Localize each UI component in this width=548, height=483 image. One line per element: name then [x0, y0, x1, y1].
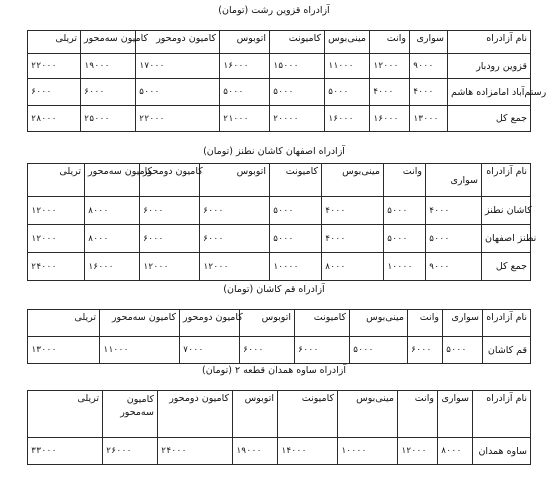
header-cell: اتوبوس	[240, 310, 295, 337]
value-cell: ۲۲۰۰۰	[28, 54, 81, 79]
value-cell: ۶۰۰۰	[295, 337, 350, 364]
value-cell: ۱۲۰۰۰	[370, 54, 410, 79]
value-cell: ۱۲۰۰۰	[200, 253, 270, 281]
header-cell: سواری	[438, 391, 473, 438]
section-title: آزادراه اصفهان کاشان نطنز (تومان)	[203, 146, 345, 157]
value-cell: ۸۰۰۰	[438, 438, 473, 465]
value-cell: ۲۶۰۰۰	[103, 438, 158, 465]
value-cell: ۸۰۰۰	[322, 253, 384, 281]
value-cell: ۱۲۰۰۰	[140, 253, 200, 281]
section-title: آزادراه قم کاشان (تومان)	[223, 284, 325, 295]
value-cell: ۲۴۰۰۰	[158, 438, 233, 465]
header-cell: اتوبوس	[220, 31, 270, 54]
row-name: کاشان نطنز	[482, 197, 531, 225]
value-cell: ۲۲۰۰۰	[136, 106, 220, 132]
value-cell: ۴۰۰۰	[322, 197, 384, 225]
value-cell: ۵۰۰۰	[325, 79, 370, 106]
value-cell: ۵۰۰۰	[270, 197, 322, 225]
value-cell: ۱۶۰۰۰	[370, 106, 410, 132]
header-cell: تریلی	[28, 391, 103, 438]
header-cell: نام آزادراه	[473, 391, 531, 438]
value-cell: ۱۲۰۰۰	[28, 197, 85, 225]
toll-table	[27, 309, 531, 364]
value-cell: ۱۶۰۰۰	[85, 253, 140, 281]
header-cell: نام آزادراه	[483, 310, 531, 337]
header-cell: تریلی	[28, 164, 85, 197]
header-cell: مینی‌بوس	[350, 310, 408, 337]
toll-table	[27, 30, 547, 132]
value-cell: ۱۳۰۰۰	[410, 106, 448, 132]
header-cell: کامیون سه‌محور	[85, 164, 140, 197]
header-cell: اتوبوس	[233, 391, 278, 438]
value-cell: ۲۵۰۰۰	[81, 106, 136, 132]
value-cell: ۵۰۰۰	[136, 79, 220, 106]
header-cell: مینی‌بوس	[322, 164, 384, 197]
value-cell: ۵۰۰۰	[220, 79, 270, 106]
value-cell: ۶۰۰۰	[200, 197, 270, 225]
value-cell: ۵۰۰۰	[270, 225, 322, 253]
value-cell: ۵۰۰۰	[426, 225, 482, 253]
header-cell: مینی‌بوس	[325, 31, 370, 54]
value-cell: ۸۰۰۰	[85, 197, 140, 225]
header-cell: تریلی	[28, 31, 81, 54]
value-cell: ۱۱۰۰۰	[100, 337, 180, 364]
header-cell: کامیون دومحور	[136, 31, 220, 54]
header-cell: کامیون دومحور	[158, 391, 233, 438]
header-cell: سواری	[426, 164, 482, 197]
value-cell: ۱۲۰۰۰	[28, 225, 85, 253]
header-cell: کامیونت	[270, 164, 322, 197]
header-cell: وانت	[398, 391, 438, 438]
value-cell: ۵۰۰۰	[270, 79, 325, 106]
value-cell: ۱۴۰۰۰	[278, 438, 338, 465]
value-cell: ۶۰۰۰	[28, 79, 81, 106]
header-cell: کامیون دومحور	[140, 164, 200, 197]
value-cell: ۱۹۰۰۰	[233, 438, 278, 465]
value-cell: ۸۰۰۰	[85, 225, 140, 253]
value-cell: ۶۰۰۰	[140, 225, 200, 253]
section-title: آزادراه قزوین رشت (تومان)	[218, 5, 330, 16]
row-name: جمع کل	[482, 253, 531, 281]
value-cell: ۱۰۰۰۰	[338, 438, 398, 465]
section-title: آزادراه ساوه همدان قطعه ۲ (تومان)	[202, 365, 346, 376]
value-cell: ۱۶۰۰۰	[220, 54, 270, 79]
header-cell: کامیونت	[295, 310, 350, 337]
row-name: رستم‌آباد امامزاده هاشم	[448, 79, 531, 106]
header-cell: کامیونت	[278, 391, 338, 438]
value-cell: ۶۰۰۰	[408, 337, 443, 364]
header-cell: مینی‌بوس	[338, 391, 398, 438]
toll-table	[27, 390, 531, 465]
value-cell: ۲۴۰۰۰	[28, 253, 85, 281]
value-cell: ۴۰۰۰	[426, 197, 482, 225]
value-cell: ۵۰۰۰	[443, 337, 483, 364]
value-cell: ۲۰۰۰۰	[270, 106, 325, 132]
value-cell: ۱۵۰۰۰	[270, 54, 325, 79]
header-cell: وانت	[370, 31, 410, 54]
header-cell: اتوبوس	[200, 164, 270, 197]
row-name: نطنز اصفهان	[482, 225, 531, 253]
value-cell: ۱۳۰۰۰	[28, 337, 100, 364]
value-cell: ۵۰۰۰	[384, 225, 426, 253]
row-name: ساوه همدان	[473, 438, 531, 465]
header-cell: تریلی	[28, 310, 100, 337]
header-cell: وانت	[408, 310, 443, 337]
value-cell: ۲۱۰۰۰	[220, 106, 270, 132]
header-cell: سواری	[410, 31, 448, 54]
header-cell: سواری	[443, 310, 483, 337]
row-name: قم کاشان	[483, 337, 531, 364]
header-cell: کامیون سه‌محور	[103, 391, 158, 438]
value-cell: ۵۰۰۰	[350, 337, 408, 364]
value-cell: ۴۰۰۰	[410, 79, 448, 106]
value-cell: ۶۰۰۰	[140, 197, 200, 225]
value-cell: ۴۰۰۰	[370, 79, 410, 106]
value-cell: ۶۰۰۰	[81, 79, 136, 106]
header-cell: نام آزادراه	[448, 31, 531, 54]
row-name: جمع کل	[448, 106, 531, 132]
value-cell: ۱۹۰۰۰	[81, 54, 136, 79]
value-cell: ۵۰۰۰	[384, 197, 426, 225]
value-cell: ۷۰۰۰	[180, 337, 240, 364]
header-cell: نام آزادراه	[482, 164, 531, 197]
header-cell: کامیونت	[270, 31, 325, 54]
header-cell: کامیون سه‌محور	[100, 310, 180, 337]
header-cell: کامیون سه‌محور	[81, 31, 136, 54]
value-cell: ۲۸۰۰۰	[28, 106, 81, 132]
value-cell: ۱۰۰۰۰	[270, 253, 322, 281]
header-cell: کامیون دومحور	[180, 310, 240, 337]
value-cell: ۹۰۰۰	[410, 54, 448, 79]
value-cell: ۱۶۰۰۰	[325, 106, 370, 132]
value-cell: ۱۲۰۰۰	[398, 438, 438, 465]
header-cell: وانت	[384, 164, 426, 197]
value-cell: ۴۰۰۰	[322, 225, 384, 253]
row-name: قزوین رودبار	[448, 54, 531, 79]
value-cell: ۱۱۰۰۰	[325, 54, 370, 79]
value-cell: ۳۳۰۰۰	[28, 438, 103, 465]
value-cell: ۹۰۰۰	[426, 253, 482, 281]
toll-table	[27, 163, 537, 281]
value-cell: ۱۰۰۰۰	[384, 253, 426, 281]
value-cell: ۱۷۰۰۰	[136, 54, 220, 79]
value-cell: ۶۰۰۰	[200, 225, 270, 253]
value-cell: ۶۰۰۰	[240, 337, 295, 364]
